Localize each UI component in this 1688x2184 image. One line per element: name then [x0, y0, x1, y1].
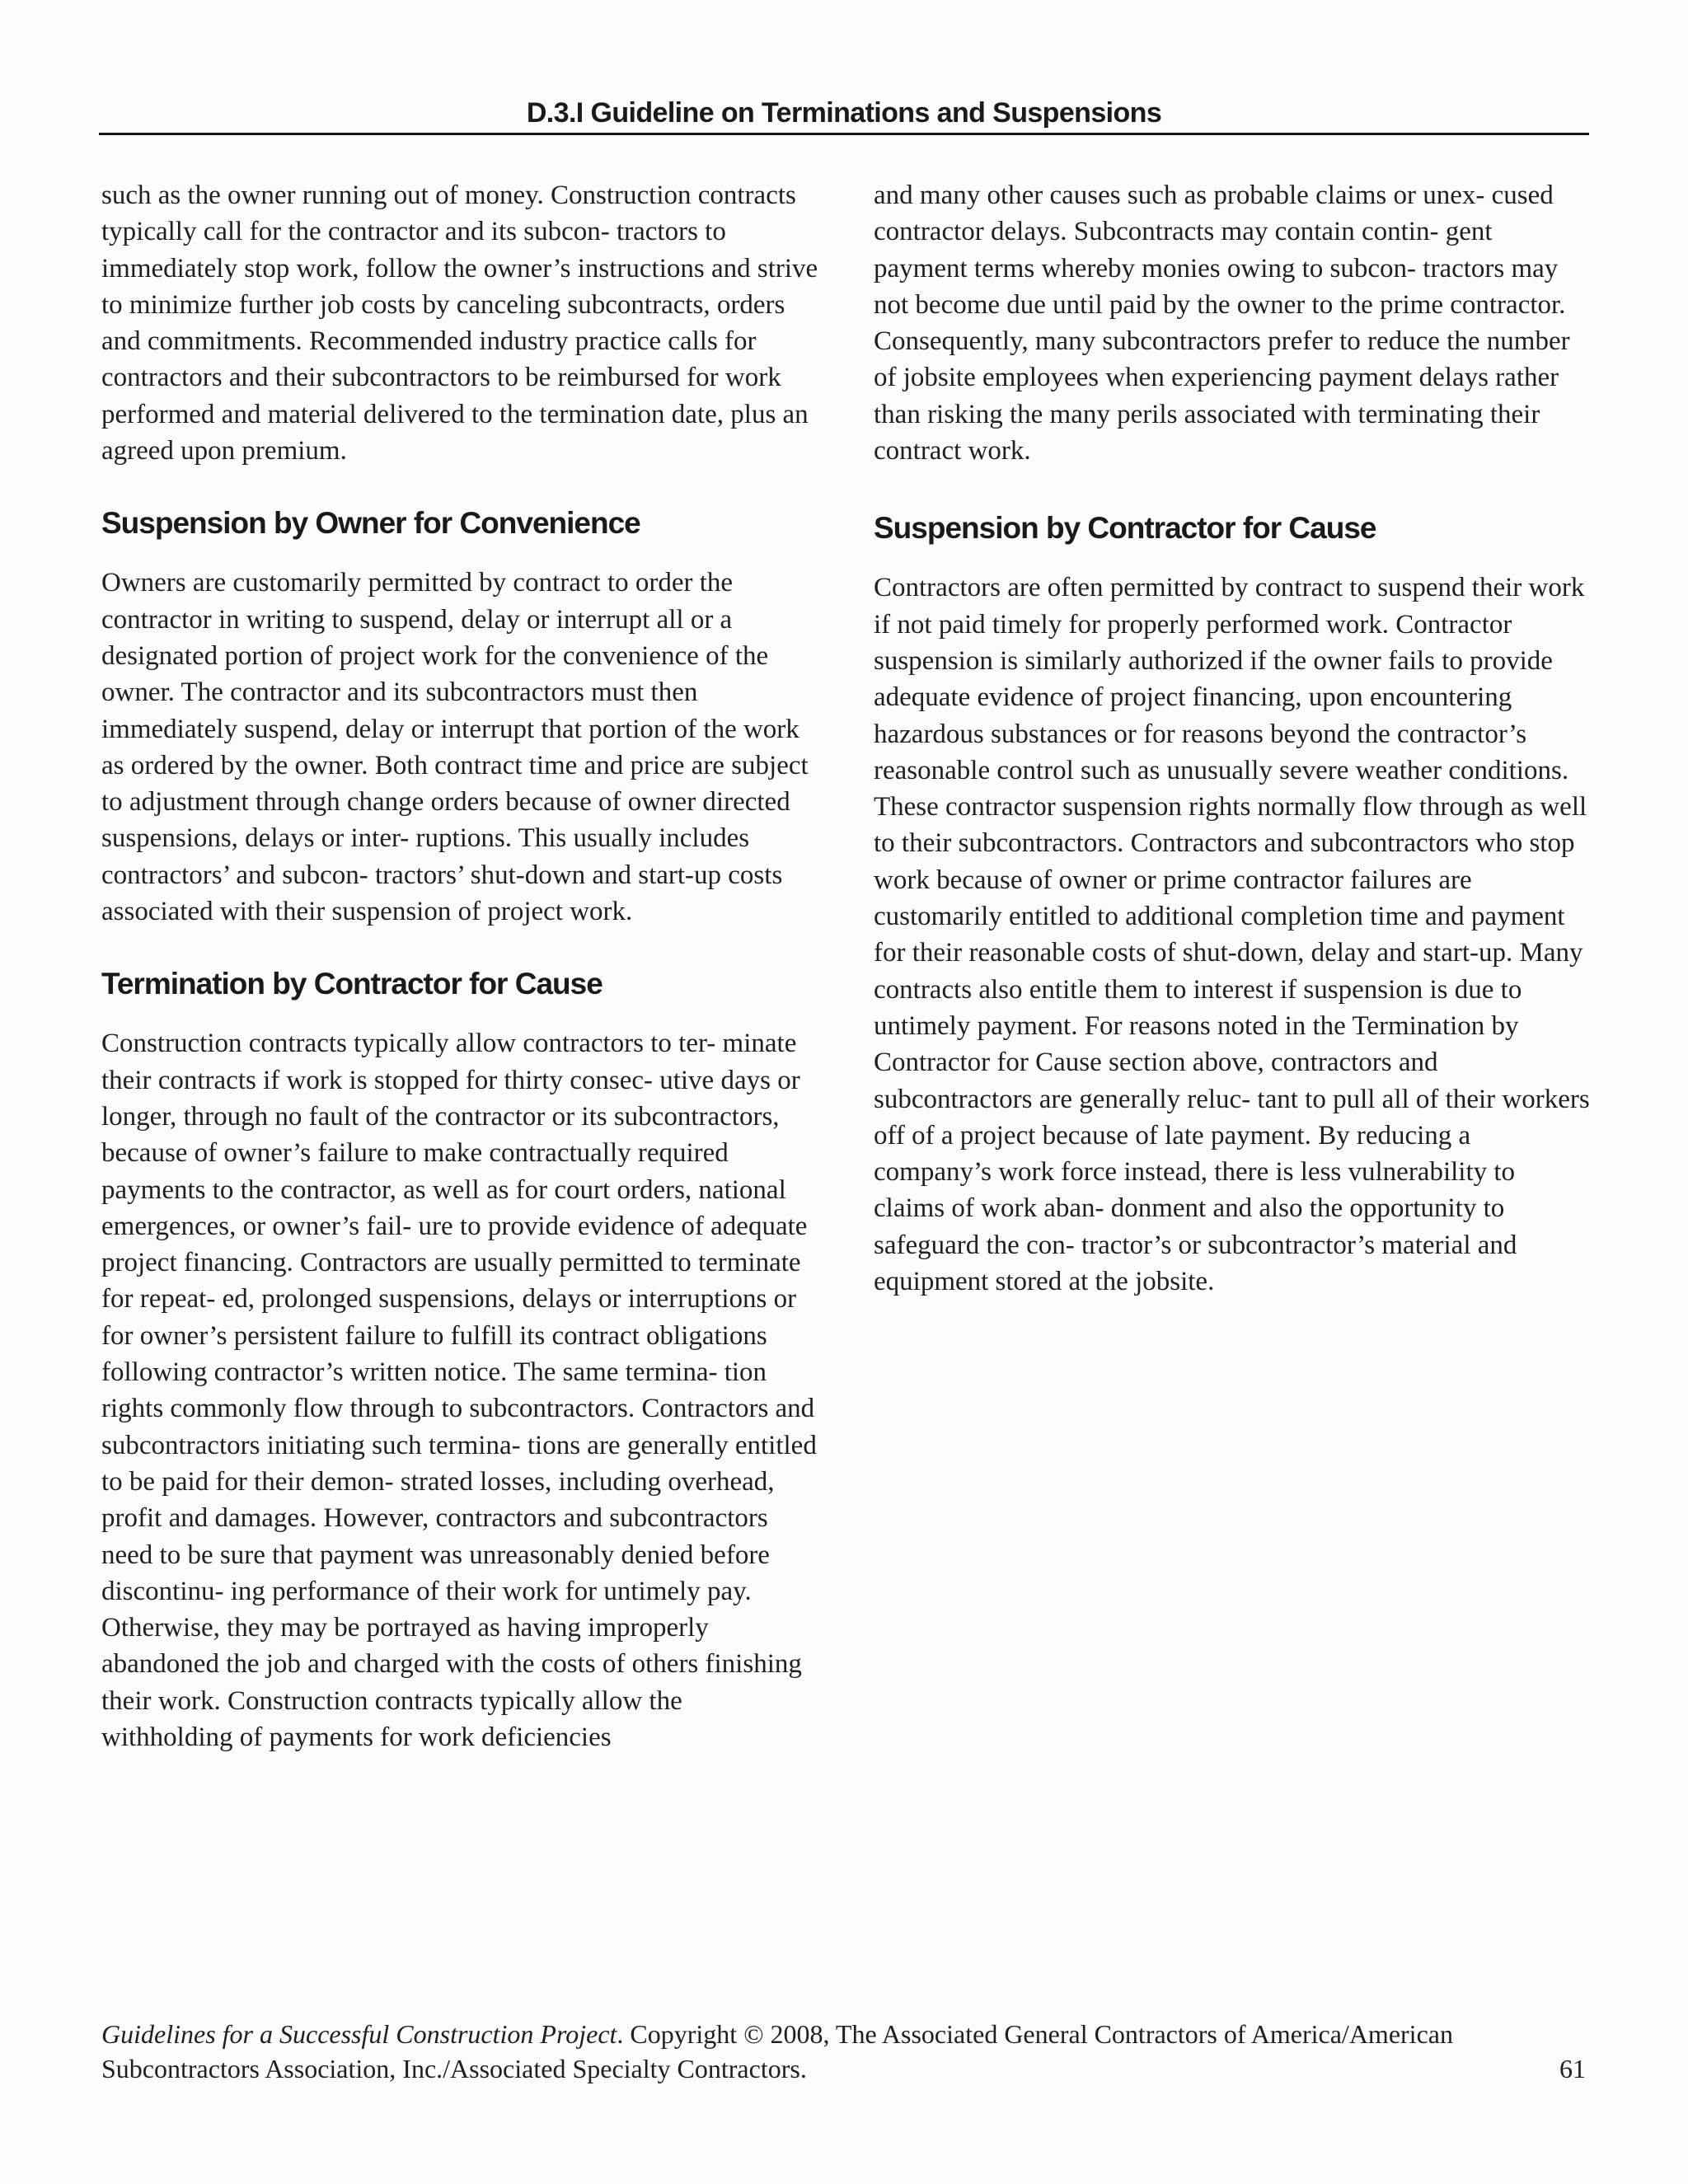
suspension-by-contractor-paragraph: Contractors are often permitted by contract to suspend their work if not paid timely for properly performed work. Contractor suspension is similarly authorized if the owner fails to provide adequate evidence of project financing, upon encountering hazardous substances or for reasons beyond the contractor’s reasonable control such as unusually severe weather conditions. These contractor suspension rights normally flow through as well to their subcontractors. Contractors and subcontractors who stop work because of owner or prime contractor failures are customarily entitled to additional completion time and payment for their reasonable costs of shut-down, delay and start-up. Many contracts also entitle them to interest if suspension is due to untimely payment. For reasons noted in the Termination by Contractor for Cause section above, contractors and subcontractors are generally reluc- tant to pull all of their workers off of a project because of late payment. By reducing a company’s work force instead, there is less vulnerability to claims of work aban- donment and also the opportunity to safeguard the con- tractor’s or subcontractor’s material and equipment stored at the jobsite.: [874, 573, 1590, 1297]
suspension-by-owner-paragraph: Owners are customarily permitted by contract to order the contractor in writing to suspend, delay or interrupt all or a designated portion of project work for the convenience of the owner. The contractor and its subcontractors must then immediately suspend, delay or interrupt that portion of the work as ordered by the owner. Both contract time and price are subject to adjustment through change orders because of owner directed suspensions, delays or inter- ruptions. This usually includes contractors’ and subcon- tractors’ shut-down and start-up costs associated with their suspension of project work.: [101, 568, 809, 927]
section-heading-suspension-by-owner: Suspension by Owner for Convenience: [101, 506, 640, 541]
page-number: 61: [1559, 2054, 1586, 2083]
footer-copyright-text: . Copyright © 2008, The Associated General Contractors of America/American Subcontractors Association, Inc./Associated Specialty Contractors.: [101, 2019, 1453, 2083]
left-intro-paragraph: such as the owner running out of money. Construction contracts typically call for the contractor and its subcon- tractors to immediately stop work, follow the owner’s instructions and strive to minimize further job costs by canceling subcontracts, orders and commitments. Recommended industry practice calls for contractors and their subcontractors to be reimbursed for work performed and material delivered to the termination date, plus an agreed upon premium.: [101, 180, 818, 466]
running-header: D.3.I Guideline on Terminations and Suspensions: [526, 97, 1162, 129]
left-column: [101, 177, 818, 1755]
footer-book-title: Guidelines for a Successful Construction Project: [101, 2019, 617, 2049]
right-intro-paragraph: and many other causes such as probable claims or unex- cused contractor delays. Subcontracts may contain contin- gent payment terms whereby monies owing to subcon- tractors may not become due until paid by the owner to the prime contractor. Consequently, many subcontractors prefer to reduce the number of jobsite employees when experiencing payment delays rather than risking the many perils associated with terminating their contract work.: [874, 180, 1570, 466]
footer-copyright: [101, 2017, 1585, 2086]
termination-by-contractor-paragraph: Construction contracts typically allow contractors to ter- minate their contracts if work is stopped for thirty consec- utive days or longer, through no fault of the contractor or its subcontractors, because of owner’s failure to make contractually required payments to the contractor, as well as for court orders, national emergences, or owner’s fail- ure to provide evidence of adequate project financing. Contractors are usually permitted to terminate for repeat- ed, prolonged suspensions, delays or interruptions or for owner’s persistent failure to fulfill its contract obligations following contractor’s written notice. The same termina- tion rights commonly flow through to subcontractors. Contractors and subcontractors initiating such termina- tions are generally entitled to be paid for their demon- strated losses, including overhead, profit and damages. However, contractors and subcontractors need to be sure that payment was unreasonably denied before discontinu- ing performance of their work for untimely pay. Otherwise, they may be portrayed as having improperly abandoned the job and charged with the costs of others finishing their work. Construction contracts typically allow the withholding of payments for work deficiencies: [101, 1029, 817, 1752]
section-heading-termination-by-contractor: Termination by Contractor for Cause: [101, 967, 603, 1001]
right-column: [874, 177, 1591, 1300]
section-heading-suspension-by-contractor: Suspension by Contractor for Cause: [874, 511, 1376, 546]
header-rule: [99, 133, 1589, 135]
